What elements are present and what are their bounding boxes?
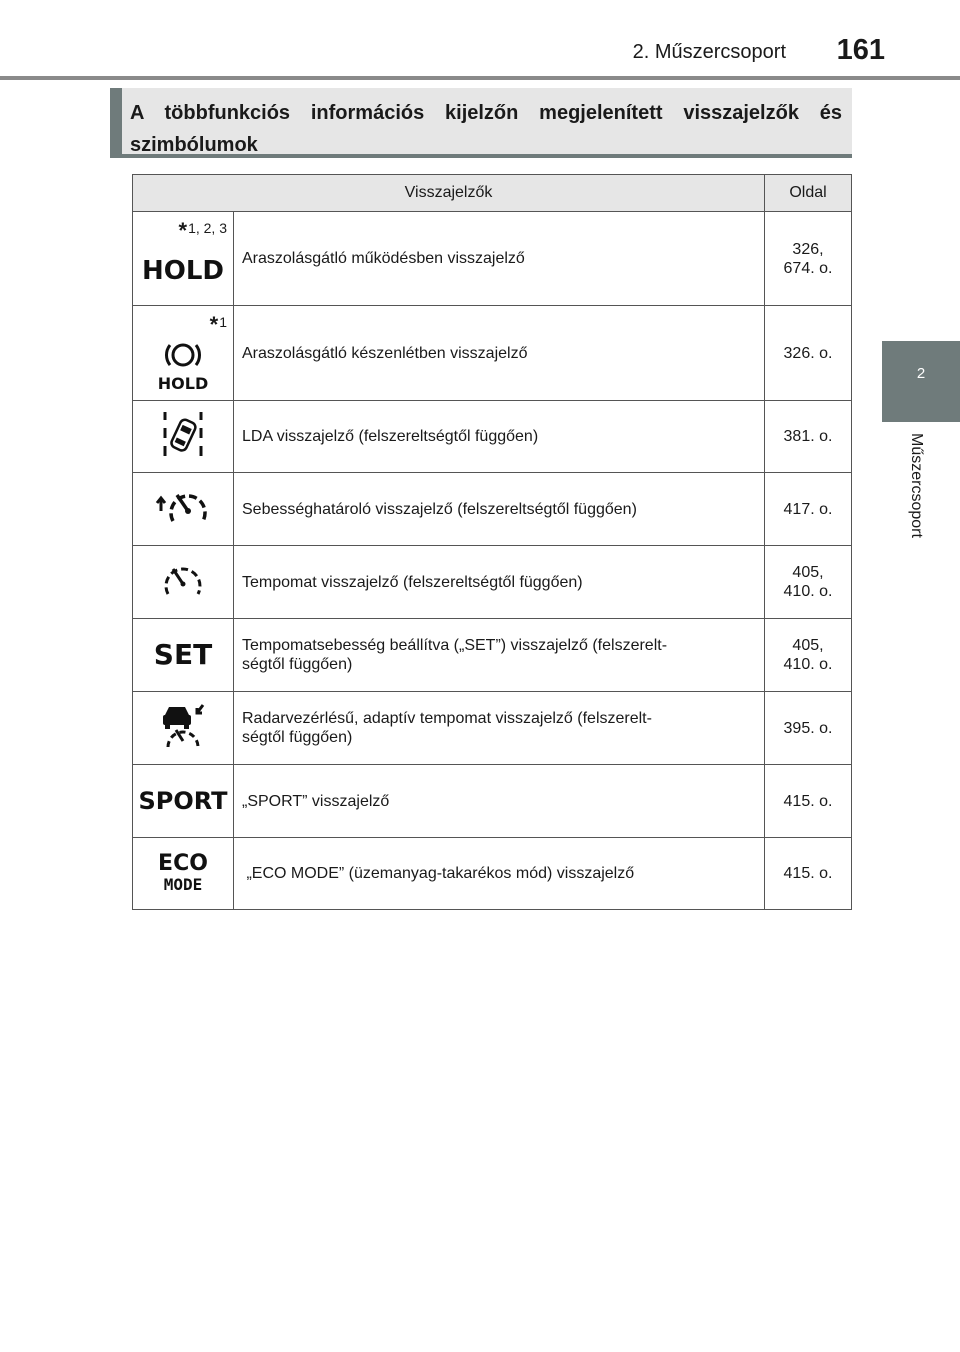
svg-text:MODE: MODE xyxy=(163,875,203,894)
svg-text:SPORT: SPORT xyxy=(138,786,228,815)
section-heading xyxy=(110,88,852,158)
description-cell: „SPORT” visszajelző xyxy=(234,765,765,838)
lane-departure-icon xyxy=(159,408,207,465)
page-reference[interactable]: 415. o. xyxy=(765,765,852,838)
icon-cell xyxy=(133,473,234,546)
radar-cruise-icon xyxy=(155,701,211,756)
speed-limiter-icon xyxy=(155,485,211,534)
description-cell: Tempomat visszajelző (felszereltségtől függően) xyxy=(234,546,765,619)
page-reference[interactable]: 405, 410. o. xyxy=(765,546,852,619)
set-icon xyxy=(151,636,215,675)
icon-cell xyxy=(133,838,234,910)
sport-icon xyxy=(138,783,228,820)
page-reference[interactable]: 415. o. xyxy=(765,838,852,910)
column-header-page: Oldal xyxy=(765,175,852,212)
description-cell: LDA visszajelző (felszereltségtől függően) xyxy=(234,401,765,473)
icon-cell xyxy=(133,546,234,619)
icon-cell xyxy=(133,619,234,692)
page-reference[interactable]: 326, 674. o. xyxy=(765,212,852,306)
icon-cell xyxy=(133,765,234,838)
eco-mode-icon xyxy=(153,848,213,899)
table-row xyxy=(133,692,852,765)
footnote-ref: *1, 2, 3 xyxy=(178,218,227,243)
chapter-title: 2. Műszercsoport xyxy=(632,41,786,63)
page-reference[interactable]: 326. o. xyxy=(765,306,852,401)
description-cell: Sebességhatároló visszajelző (felszereltségtől függően) xyxy=(234,473,765,546)
indicator-table xyxy=(132,174,852,910)
icon-cell xyxy=(133,212,234,306)
page-reference[interactable]: 395. o. xyxy=(765,692,852,765)
header-rule xyxy=(0,76,960,80)
page-reference[interactable]: 417. o. xyxy=(765,473,852,546)
column-header-indicators: Visszajelzők xyxy=(133,175,765,212)
page-number: 161 xyxy=(836,34,885,66)
svg-text:HOLD: HOLD xyxy=(141,256,225,286)
icon-cell xyxy=(133,692,234,765)
table-row xyxy=(133,401,852,473)
table-row xyxy=(133,546,852,619)
table-row xyxy=(133,619,852,692)
description-cell: Araszolásgátló készenlétben visszajelző xyxy=(234,306,765,401)
table-row xyxy=(133,306,852,401)
table-row xyxy=(133,212,852,306)
description-cell: Radarvezérlésű, adaptív tempomat visszajelző (felszerelt- ségtől függően) xyxy=(234,692,765,765)
table-row xyxy=(133,838,852,910)
footnote-ref: *1 xyxy=(209,312,227,337)
section-heading-text: A többfunkciós információs kijelzőn megjelenített visszajelzők és szimbólumok xyxy=(130,102,842,156)
hold-standby-icon xyxy=(158,337,208,398)
chapter-tab-number: 2 xyxy=(916,365,926,382)
page-reference[interactable]: 405, 410. o. xyxy=(765,619,852,692)
description-cell: „ECO MODE” (üzemanyag-takarékos mód) visszajelző xyxy=(234,838,765,910)
table-row xyxy=(133,473,852,546)
description-cell: Araszolásgátló működésben visszajelző xyxy=(234,212,765,306)
description-cell: Tempomatsebesség beállítva („SET”) visszajelző (felszerelt- ségtől függően) xyxy=(234,619,765,692)
hold-icon xyxy=(141,251,225,290)
icon-cell xyxy=(133,401,234,473)
chapter-tab[interactable] xyxy=(882,341,960,422)
cruise-control-icon xyxy=(161,560,205,605)
svg-text:SET: SET xyxy=(153,637,213,671)
svg-text:ECO: ECO xyxy=(158,851,208,876)
table-header-row xyxy=(133,175,852,212)
table-row xyxy=(133,765,852,838)
svg-text:HOLD: HOLD xyxy=(157,373,209,393)
icon-cell xyxy=(133,306,234,401)
page-reference[interactable]: 381. o. xyxy=(765,401,852,473)
chapter-tab-label: Műszercsoport xyxy=(908,433,925,538)
